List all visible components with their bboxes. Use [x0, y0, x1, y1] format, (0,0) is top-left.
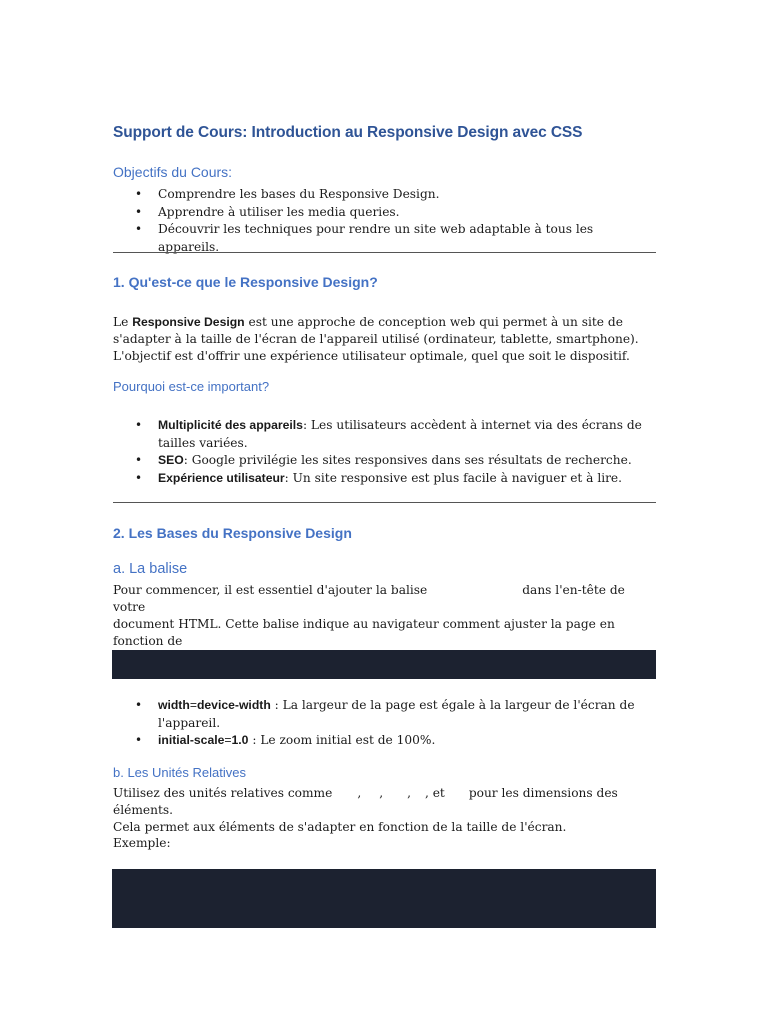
section-1-heading: 1. Qu'est-ce que le Responsive Design? [113, 274, 378, 290]
sub-a-line-1 [113, 582, 658, 616]
separator: , [357, 786, 362, 800]
sub-a-line-1-start: Pour commencer, il est essentiel d'ajouter la balise [113, 583, 428, 597]
intro-line-2: s'adapter à la taille de l'écran de l'appareil utilisé (ordinateur, tablette, smartphone). [113, 332, 639, 346]
list-item: • Apprendre à utiliser les media queries. [113, 204, 658, 222]
sub-a-line-1-end: dans l'en-tête de votre [113, 583, 625, 614]
attrs-list [113, 697, 658, 750]
separator: , et [424, 786, 445, 800]
intro-line-1-rest: est une approche de conception web qui permet à un site de [244, 315, 623, 329]
attr-name: width [158, 698, 190, 712]
attr-eq: = [189, 698, 197, 712]
objectives-heading: Objectifs du Cours: [113, 164, 233, 180]
divider [113, 252, 656, 253]
example-label: Exemple: [113, 836, 171, 850]
list-item [113, 697, 658, 732]
code-block [112, 869, 656, 928]
list-item [113, 732, 658, 750]
why-heading: Pourquoi est-ce important? [113, 379, 270, 394]
list-item [113, 417, 658, 452]
reason-term: Multiplicité des appareils [158, 418, 303, 432]
sub-b-line-1-end: pour les dimensions des éléments. [113, 786, 618, 817]
sub-b-line-1 [113, 785, 658, 819]
attr-value: device-width [196, 698, 271, 712]
sub-b-line-2: Cela permet aux éléments de s'adapter en fonction de la taille de l'écran. [113, 820, 567, 834]
reason-text: : Un site responsive est plus facile à naviguer et à lire. [284, 470, 623, 485]
intro-line-3: L'objectif est d'offrir une expérience utilisateur optimale, quel que soit le dispositif. [113, 349, 630, 363]
list-item: • Découvrir les techniques pour rendre un site web adaptable à tous les appareils. [113, 221, 658, 256]
reasons-list [113, 417, 658, 487]
section-1-intro [113, 314, 658, 365]
sub-a-heading: a. La balise [113, 561, 188, 577]
sub-a-line-2: document HTML. Cette balise indique au navigateur comment ajuster la page en fonction de [113, 617, 615, 648]
reason-text: : Google privilégie les sites responsives dans ses résultats de recherche. [183, 453, 632, 467]
list-item [113, 452, 658, 470]
attr-name: initial-scale [158, 733, 225, 747]
list-item [113, 470, 658, 488]
intro-prefix: Le [113, 315, 133, 329]
document-title: Support de Cours: Introduction au Responsive Design avec CSS [113, 124, 583, 141]
divider [113, 502, 656, 503]
separator: , [407, 786, 411, 800]
reason-term: SEO [158, 453, 184, 467]
sub-b-heading: b. Les Unités Relatives [113, 765, 246, 780]
separator: , [379, 786, 384, 800]
intro-line-1 [113, 314, 658, 331]
term-responsive-design: Responsive Design [132, 315, 245, 329]
section-2-heading: 2. Les Bases du Responsive Design [113, 525, 352, 541]
reason-text: : Les utilisateurs accèdent à internet via des écrans de tailles variées. [158, 418, 642, 450]
attr-value: 1.0 [231, 733, 249, 747]
code-block [112, 650, 656, 679]
reason-term: Expérience utilisateur [158, 470, 285, 485]
objectives-list [113, 186, 658, 256]
attr-text: : Le zoom initial est de 100%. [248, 733, 436, 747]
sub-b-line-1-start: Utilisez des unités relatives comme [113, 786, 333, 800]
attr-text: : La largeur de la page est égale à la largeur de l'écran de l'appareil. [158, 698, 635, 730]
sub-b-paragraph [113, 785, 658, 836]
list-item: • Comprendre les bases du Responsive Design. [113, 186, 658, 204]
attr-eq: = [224, 733, 232, 747]
